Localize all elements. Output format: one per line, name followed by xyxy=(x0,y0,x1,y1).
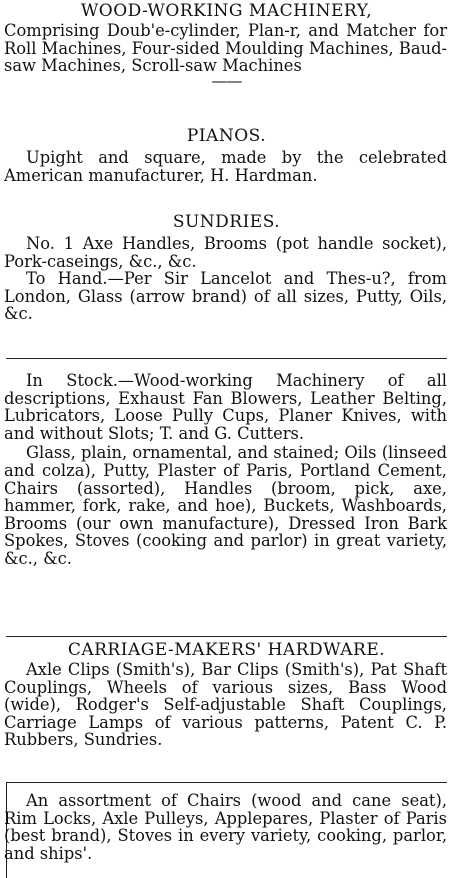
woodworking-section xyxy=(0,0,453,90)
carriage-section xyxy=(0,640,453,749)
pianos-heading: PIANOS. xyxy=(186,126,267,146)
carriage-body: Axle Clips (Smith's), Bar Clips (Smith's), Pat Shaft Couplings, Wheels of various sizes, Bass Wood (wide), Rodger's Self-adjustable Shaft Couplings, Carriage Lamps of various patterns, Patent C. P. Rubbers, Sundries. xyxy=(4,660,447,750)
section-rule xyxy=(6,636,447,637)
carriage-heading: CARRIAGE-MAKERS' HARDWARE. xyxy=(67,640,386,660)
pianos-body: Upight and square, made by the celebrated American manufacturer, H. Hardman. xyxy=(4,148,447,185)
sundries-heading: SUNDRIES. xyxy=(172,212,281,232)
assortment-section xyxy=(0,792,453,862)
instock-para-2: Glass, plain, ornamental, and stained; Oils (linseed and colza), Putty, Plaster of Paris, Portland Cement, Chairs (assorted), Handles (broom, pick, axe, hammer, fork, rake, and hoe), Buckets, Washboards, Brooms (our own manufacture), Dressed Iron Bark Spokes, Stoves (cooking and parlor) in great variety, &c., &c. xyxy=(4,443,447,568)
woodworking-body: Comprising Doub'e-cylinder, Plan-r, and Matcher for Roll Machines, Four-sided Moulding Machines, Baud-saw Machines, Scroll-saw Machines xyxy=(4,21,447,76)
sundries-section xyxy=(0,212,453,323)
woodworking-divider: —— xyxy=(211,70,242,90)
sundries-para-2: To Hand.—Per Sir Lancelot and Thes-u?, from London, Glass (arrow brand) of all sizes, Putty, Oils, &c. xyxy=(4,269,447,324)
section-rule xyxy=(6,782,447,783)
instock-para-1: In Stock.—Wood-working Machinery of all descriptions, Exhaust Fan Blowers, Leather Belting, Lubricators, Loose Pully Cups, Planer Knives, with and without Slots; T. and G. Cutters. xyxy=(4,371,447,443)
section-rule xyxy=(6,358,447,359)
instock-section xyxy=(0,372,453,568)
woodworking-heading: WOOD-WORKING MACHINERY, xyxy=(80,1,373,21)
sundries-para-1: No. 1 Axe Handles, Brooms (pot handle socket), Pork-caseings, &c., &c. xyxy=(4,234,447,271)
pianos-section xyxy=(0,126,453,184)
assortment-body: An assortment of Chairs (wood and cane seat), Rim Locks, Axle Pulleys, Applepares, Plaster of Paris (best brand), Stoves in every variety, cooking, parlor, and ships'. xyxy=(4,791,447,863)
